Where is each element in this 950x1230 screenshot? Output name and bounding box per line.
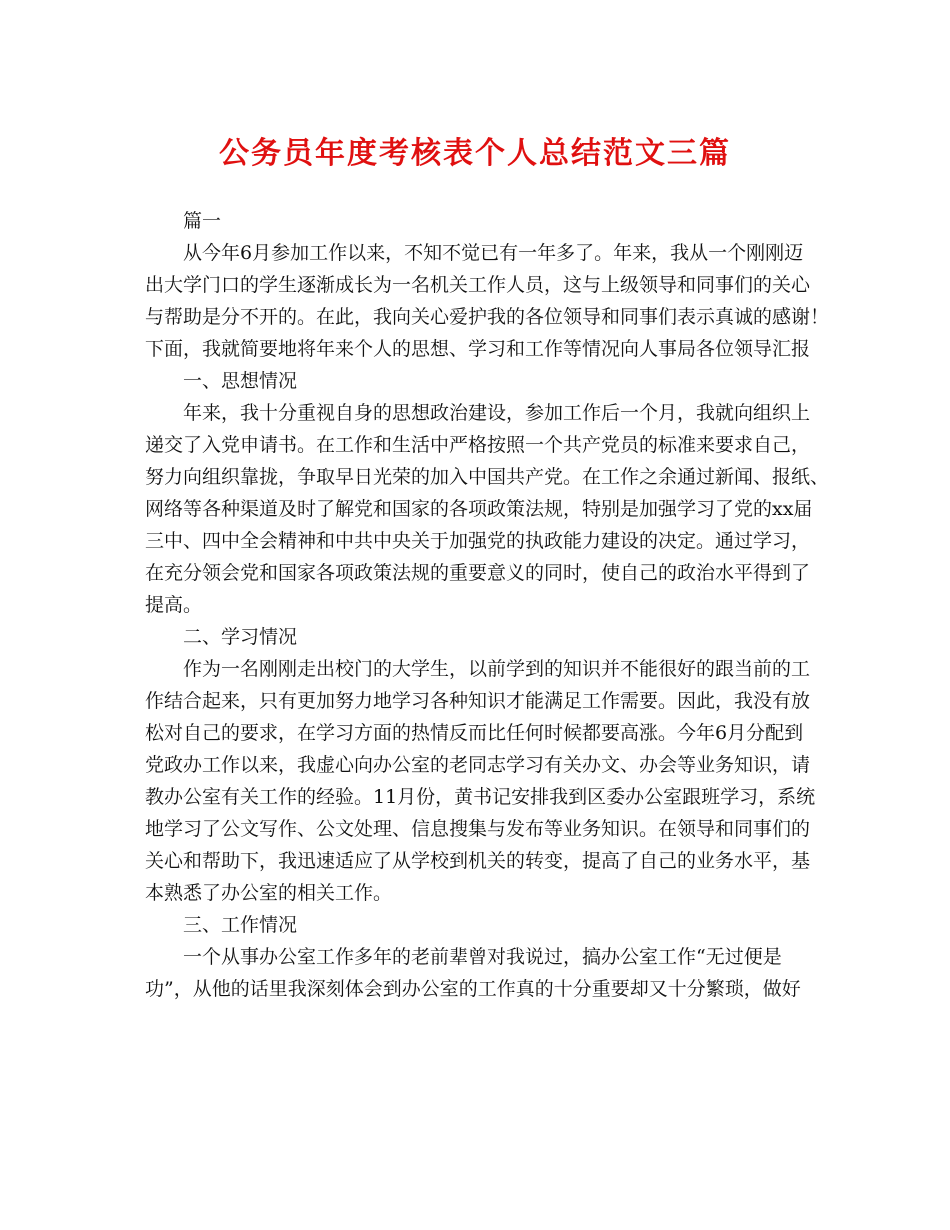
document-title: 公务员年度考核表个人总结范文三篇: [219, 136, 731, 171]
paragraph-line: 三中、四中全会精神和中共中央关于加强党的执政能力建设的决定。通过学习，: [145, 530, 811, 552]
paragraph-line: 作为一名刚刚走出校门的大学生，以前学到的知识并不能很好的跟当前的工: [183, 658, 811, 680]
paragraph-line: 松对自己的要求，在学习方面的热情反而比任何时候都要高涨。今年6月分配到: [145, 722, 804, 744]
paragraph-line: 教办公室有关工作的经验。11月份，黄书记安排我到区委办公室跟班学习，系统: [145, 786, 816, 808]
section-heading: 三、工作情况: [183, 914, 298, 936]
paragraph-line: 努力向组织靠拢，争取早日光荣的加入中国共产党。在工作之余通过新闻、报纸、: [145, 466, 830, 488]
paragraph-line: 下面，我就简要地将年来个人的思想、学习和工作等情况向人事局各位领导汇报: [145, 338, 811, 360]
document-body: [145, 205, 830, 1005]
paragraph-line: 网络等各种渠道及时了解党和国家的各项政策法规，特别是加强学习了党的xx届: [145, 498, 813, 520]
paragraph-line: 关心和帮助下，我迅速适应了从学校到机关的转变，提高了自己的业务水平，基: [145, 850, 811, 872]
paragraph-line: 出大学门口的学生逐渐成长为一名机关工作人员，这与上级领导和同事们的关心: [145, 274, 811, 296]
section-heading: 一、思想情况: [183, 370, 298, 392]
paragraph-line: 本熟悉了办公室的相关工作。: [145, 882, 393, 904]
paragraph-line: 递交了入党申请书。在工作和生活中严格按照一个共产党员的标准来要求自己，: [145, 434, 811, 456]
section-label: 篇一: [183, 210, 222, 232]
section-heading: 二、学习情况: [183, 626, 298, 648]
paragraph-line: 从今年6月参加工作以来，不知不觉已有一年多了。年来，我从一个刚刚迈: [183, 242, 804, 264]
paragraph-line: 地学习了公文写作、公文处理、信息搜集与发布等业务知识。在领导和同事们的: [145, 818, 811, 840]
paragraph-line: 功”，从他的话里我深刻体会到办公室的工作真的十分重要却又十分繁琐，做好: [145, 978, 801, 1000]
paragraph-line: 作结合起来，只有更加努力地学习各种知识才能满足工作需要。因此，我没有放: [145, 690, 811, 712]
paragraph-line: 与帮助是分不开的。在此，我向关心爱护我的各位领导和同事们表示真诚的感谢！: [145, 306, 830, 328]
paragraph-line: 一个从事办公室工作多年的老前辈曾对我说过，搞办公室工作“无过便是: [183, 946, 782, 968]
paragraph-line: 党政办工作以来，我虚心向办公室的老同志学习有关办文、办会等业务知识，请: [145, 754, 811, 776]
paragraph-line: 年来，我十分重视自身的思想政治建设，参加工作后一个月，我就向组织上: [183, 402, 811, 424]
paragraph-line: 提高。: [145, 594, 203, 616]
paragraph-line: 在充分领会党和国家各项政策法规的重要意义的同时，使自己的政治水平得到了: [145, 562, 811, 584]
